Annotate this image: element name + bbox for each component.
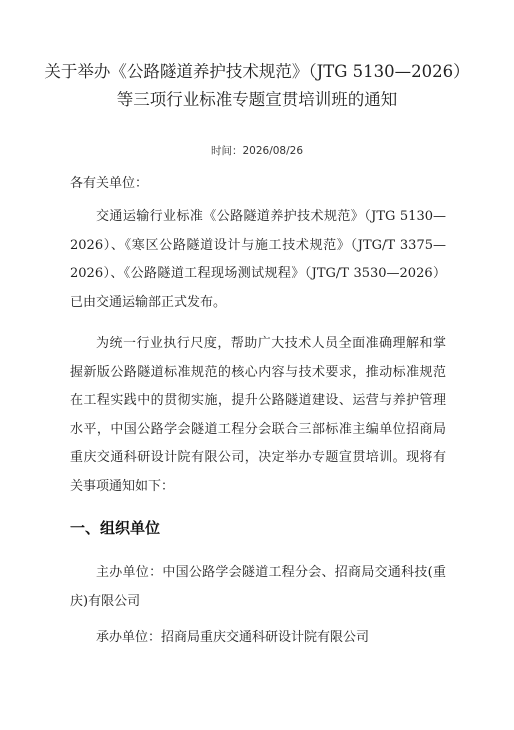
publish-time-label: 时间： xyxy=(210,145,243,157)
publish-time-value: 2026/08/26 xyxy=(242,145,304,157)
paragraph-training-purpose: 为统一行业执行尺度，帮助广大技术人员全面准确理解和掌握新版公路隧道标准规范的核心内容与技术要求，推动标准规范在工程实践中的贯彻实施，提升公路隧道建设、运营与养护管理水平，中国公路学会隧道工程分会联合三部标准主编单位招商局重庆交通科研设计院有限公司，决定举办专题宣贯培训。现将有关事项通知如下： xyxy=(70,336,446,494)
publish-time xyxy=(0,143,514,158)
paragraph-organizer: 主办单位：中国公路学会隧道工程分会、招商局交通科技(重庆)有限公司 xyxy=(70,565,446,609)
notice-title-line-1: 关于举办《公路隧道养护技术规范》（JTG 5130—2026） xyxy=(44,62,470,81)
notice-title-line-2: 等三项行业标准专题宣贯培训班的通知 xyxy=(116,90,398,109)
salutation: 各有关单位： xyxy=(70,176,149,191)
paragraph-co-organizer: 承办单位：招商局重庆交通科研设计院有限公司 xyxy=(96,630,370,645)
paragraph-standards-released: 交通运输行业标准《公路隧道养护技术规范》（JTG 5130—2026）、《寒区公路隧道设计与施工技术规范》（JTG/T 3375—2026）、《公路隧道工程现场测试规程》（JTG/T 3530—2026）已由交通运输部正式发布。 xyxy=(70,209,446,310)
section-heading-organizers: 一、组织单位 xyxy=(70,519,161,537)
